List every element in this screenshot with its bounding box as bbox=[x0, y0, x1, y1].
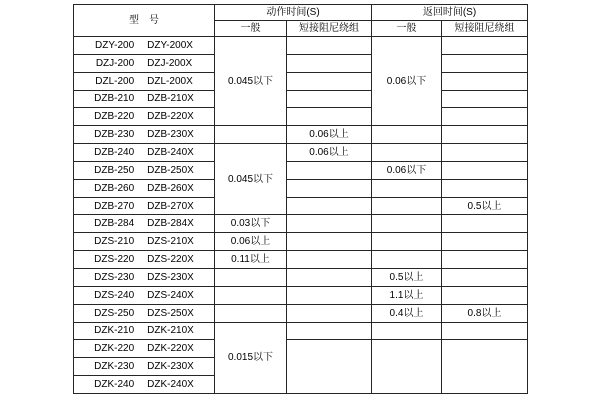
model-label: DZB-260X bbox=[147, 182, 194, 194]
cell-action-damping bbox=[287, 108, 372, 126]
cell-return-damping bbox=[442, 268, 528, 286]
cell-model bbox=[74, 108, 215, 126]
model-label: DZB-240X bbox=[147, 146, 194, 158]
cell-action-damping bbox=[287, 233, 372, 251]
model-label: DZS-250 bbox=[94, 307, 135, 319]
header-action-damping: 短接阻尼绕组 bbox=[287, 21, 372, 37]
model-label: DZB-230X bbox=[147, 129, 194, 141]
cell-return-general bbox=[372, 126, 442, 144]
table-row bbox=[74, 286, 528, 304]
table-row bbox=[74, 144, 528, 162]
cell-return-damping bbox=[442, 37, 528, 55]
cell-return-damping bbox=[442, 54, 528, 72]
cell-action-damping bbox=[287, 215, 372, 233]
cell-model bbox=[74, 37, 215, 55]
model-label: DZL-200 bbox=[95, 75, 135, 87]
model-label: DZK-240X bbox=[147, 379, 194, 391]
cell-return-damping bbox=[442, 179, 528, 197]
table-row bbox=[74, 90, 528, 108]
cell-action-damping: 0.06以上 bbox=[287, 144, 372, 162]
model-label: DZB-250X bbox=[147, 164, 194, 176]
table-row bbox=[74, 304, 528, 322]
model-label: DZS-240X bbox=[147, 289, 194, 301]
model-label: DZB-240 bbox=[94, 146, 135, 158]
table-row bbox=[74, 72, 528, 90]
header-row-1 bbox=[74, 5, 528, 21]
cell-model bbox=[74, 179, 215, 197]
table-header bbox=[74, 5, 528, 37]
header-return-general: 一般 bbox=[372, 21, 442, 37]
cell-return-general bbox=[372, 215, 442, 233]
cell-action-damping bbox=[287, 197, 372, 215]
cell-return-damping bbox=[442, 340, 528, 394]
model-label: DZB-210 bbox=[94, 93, 135, 105]
header-return-time: 返回时间(S) bbox=[372, 5, 528, 21]
model-label: DZB-210X bbox=[147, 93, 194, 105]
cell-action-damping bbox=[287, 286, 372, 304]
cell-action-general bbox=[215, 304, 287, 322]
table-row bbox=[74, 161, 528, 179]
cell-action-general: 0.03以下 bbox=[215, 215, 287, 233]
cell-model bbox=[74, 215, 215, 233]
model-label: DZK-230 bbox=[94, 361, 135, 373]
table-body bbox=[74, 37, 528, 394]
cell-model bbox=[74, 54, 215, 72]
cell-return-damping bbox=[442, 233, 528, 251]
table-row bbox=[74, 108, 528, 126]
model-label: DZB-284X bbox=[147, 218, 194, 230]
cell-action-damping bbox=[287, 340, 372, 394]
cell-return-damping bbox=[442, 251, 528, 269]
model-label: DZB-284 bbox=[94, 218, 135, 230]
cell-action-general bbox=[215, 268, 287, 286]
table-row bbox=[74, 179, 528, 197]
cell-model bbox=[74, 304, 215, 322]
table-row bbox=[74, 215, 528, 233]
cell-return-general bbox=[372, 144, 442, 162]
cell-model bbox=[74, 197, 215, 215]
model-label: DZJ-200X bbox=[147, 57, 193, 69]
header-action-time: 动作时间(S) bbox=[215, 5, 372, 21]
model-label: DZK-210X bbox=[147, 325, 194, 337]
cell-action-damping bbox=[287, 251, 372, 269]
cell-return-damping bbox=[442, 144, 528, 162]
model-label: DZS-210X bbox=[147, 236, 194, 248]
cell-model bbox=[74, 286, 215, 304]
cell-action-damping bbox=[287, 72, 372, 90]
model-label: DZB-220 bbox=[94, 111, 135, 123]
model-label: DZB-250 bbox=[94, 164, 135, 176]
cell-model bbox=[74, 161, 215, 179]
cell-action-damping bbox=[287, 304, 372, 322]
cell-model bbox=[74, 72, 215, 90]
cell-return-general bbox=[372, 322, 442, 340]
cell-model bbox=[74, 358, 215, 376]
cell-action-general: 0.11以上 bbox=[215, 251, 287, 269]
cell-action-general: 0.015以下 bbox=[215, 322, 287, 394]
cell-model bbox=[74, 376, 215, 394]
spec-table-container bbox=[73, 4, 528, 394]
model-label: DZL-200X bbox=[147, 75, 193, 87]
cell-action-damping bbox=[287, 37, 372, 55]
cell-return-damping: 0.8以上 bbox=[442, 304, 528, 322]
cell-action-damping: 0.06以上 bbox=[287, 126, 372, 144]
cell-action-damping bbox=[287, 90, 372, 108]
table-row bbox=[74, 37, 528, 55]
model-label: DZK-240 bbox=[94, 379, 135, 391]
model-label: DZS-210 bbox=[94, 236, 135, 248]
cell-action-damping bbox=[287, 54, 372, 72]
cell-model bbox=[74, 268, 215, 286]
cell-model bbox=[74, 322, 215, 340]
table-row bbox=[74, 233, 528, 251]
cell-return-general: 0.4以上 bbox=[372, 304, 442, 322]
cell-return-general bbox=[372, 233, 442, 251]
cell-return-general: 0.06以下 bbox=[372, 161, 442, 179]
cell-action-damping bbox=[287, 179, 372, 197]
cell-return-damping bbox=[442, 322, 528, 340]
cell-action-damping bbox=[287, 322, 372, 340]
model-label: DZJ-200 bbox=[95, 57, 135, 69]
model-label: DZB-270X bbox=[147, 200, 194, 212]
cell-return-general bbox=[372, 179, 442, 197]
model-label: DZS-230X bbox=[147, 271, 194, 283]
cell-return-damping bbox=[442, 161, 528, 179]
table-row bbox=[74, 268, 528, 286]
model-label: DZY-200X bbox=[147, 39, 193, 51]
cell-return-general bbox=[372, 197, 442, 215]
model-label: DZB-270 bbox=[94, 200, 135, 212]
model-label: DZY-200 bbox=[95, 39, 135, 51]
model-label: DZS-250X bbox=[147, 307, 194, 319]
table-row bbox=[74, 54, 528, 72]
cell-model bbox=[74, 251, 215, 269]
cell-action-general: 0.045以下 bbox=[215, 37, 287, 126]
spec-table bbox=[73, 4, 528, 394]
header-model: 型 号 bbox=[74, 5, 215, 37]
cell-model bbox=[74, 126, 215, 144]
cell-action-general: 0.045以下 bbox=[215, 144, 287, 215]
cell-return-damping bbox=[442, 72, 528, 90]
cell-action-general: 0.06以上 bbox=[215, 233, 287, 251]
cell-action-damping bbox=[287, 161, 372, 179]
cell-return-damping bbox=[442, 108, 528, 126]
model-label: DZS-220X bbox=[147, 254, 194, 266]
cell-return-damping bbox=[442, 286, 528, 304]
table-row bbox=[74, 251, 528, 269]
model-label: DZS-240 bbox=[94, 289, 135, 301]
cell-return-general bbox=[372, 251, 442, 269]
cell-return-damping bbox=[442, 126, 528, 144]
model-label: DZS-230 bbox=[94, 271, 135, 283]
table-row bbox=[74, 340, 528, 358]
model-label: DZB-220X bbox=[147, 111, 194, 123]
cell-model bbox=[74, 340, 215, 358]
model-label: DZK-210 bbox=[94, 325, 135, 337]
cell-return-general: 0.5以上 bbox=[372, 268, 442, 286]
model-label: DZS-220 bbox=[94, 254, 135, 266]
cell-return-general: 0.06以下 bbox=[372, 37, 442, 126]
table-row bbox=[74, 126, 528, 144]
cell-model bbox=[74, 233, 215, 251]
header-action-general: 一般 bbox=[215, 21, 287, 37]
cell-return-damping bbox=[442, 215, 528, 233]
cell-action-general bbox=[215, 286, 287, 304]
header-return-damping: 短接阻尼绕组 bbox=[442, 21, 528, 37]
cell-model bbox=[74, 90, 215, 108]
table-row bbox=[74, 197, 528, 215]
cell-return-general: 1.1以上 bbox=[372, 286, 442, 304]
cell-action-damping bbox=[287, 268, 372, 286]
model-label: DZB-230 bbox=[94, 129, 135, 141]
model-label: DZK-220X bbox=[147, 343, 194, 355]
cell-model bbox=[74, 144, 215, 162]
cell-return-general bbox=[372, 340, 442, 394]
cell-return-damping bbox=[442, 90, 528, 108]
model-label: DZK-230X bbox=[147, 361, 194, 373]
cell-return-damping: 0.5以上 bbox=[442, 197, 528, 215]
table-row bbox=[74, 322, 528, 340]
cell-action-general bbox=[215, 126, 287, 144]
model-label: DZB-260 bbox=[94, 182, 135, 194]
model-label: DZK-220 bbox=[94, 343, 135, 355]
